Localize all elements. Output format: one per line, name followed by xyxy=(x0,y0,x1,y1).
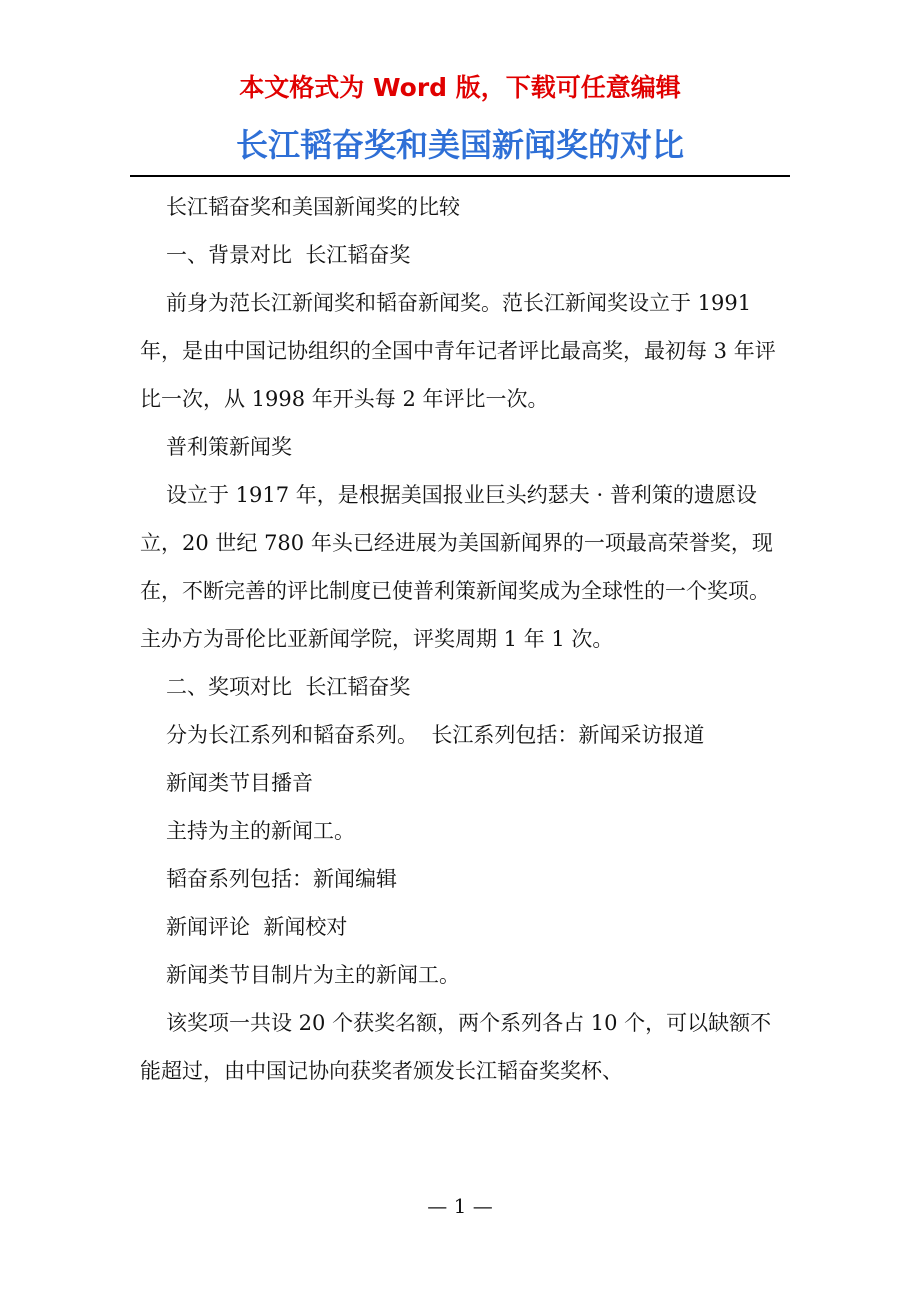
page-number: — 1 — xyxy=(427,1194,493,1218)
document-body xyxy=(140,183,788,1095)
paragraph: 设立于 1917 年，是根据美国报业巨头约瑟夫 · 普利策的遗愿设立，20 世纪 780 年头已经进展为美国新闻界的一项最高荣誉奖，现在，不断完善的评比制度已使普利策新闻奖成为全球性的一个奖项。主办方为哥伦比亚新闻学院，评奖周期 1 年 1 次。 xyxy=(140,483,773,651)
paragraph: 新闻类节目制片为主的新闻工。 xyxy=(166,963,460,987)
paragraph: 分为长江系列和韬奋系列。 长江系列包括：新闻采访报道 xyxy=(166,723,705,747)
paragraph: 前身为范长江新闻奖和韬奋新闻奖。范长江新闻奖设立于 1991 年，是由中国记协组织的全国中青年记者评比最高奖，最初每 3 年评比一次，从 1998 年开头每 2 年评比一次。 xyxy=(140,291,776,411)
paragraph: 长江韬奋奖和美国新闻奖的比较 xyxy=(166,195,460,219)
paragraph: 新闻类节目播音 xyxy=(166,771,313,795)
paragraph: 一、背景对比 长江韬奋奖 xyxy=(166,243,411,267)
paragraph: 主持为主的新闻工。 xyxy=(166,819,355,843)
document-title: 长江韬奋奖和美国新闻奖的对比 xyxy=(235,126,684,164)
paragraph: 韬奋系列包括：新闻编辑 xyxy=(166,867,397,891)
paragraph: 新闻评论 新闻校对 xyxy=(166,915,348,939)
paragraph: 二、奖项对比 长江韬奋奖 xyxy=(166,675,411,699)
paragraph: 该奖项一共设 20 个获奖名额，两个系列各占 10 个，可以缺额不能超过，由中国记协向获奖者颁发长江韬奋奖奖杯、 xyxy=(140,1011,772,1083)
title-divider xyxy=(130,175,790,177)
paragraph: 普利策新闻奖 xyxy=(166,435,292,459)
format-notice-banner: 本文格式为 Word 版，下载可任意编辑 xyxy=(239,73,681,102)
